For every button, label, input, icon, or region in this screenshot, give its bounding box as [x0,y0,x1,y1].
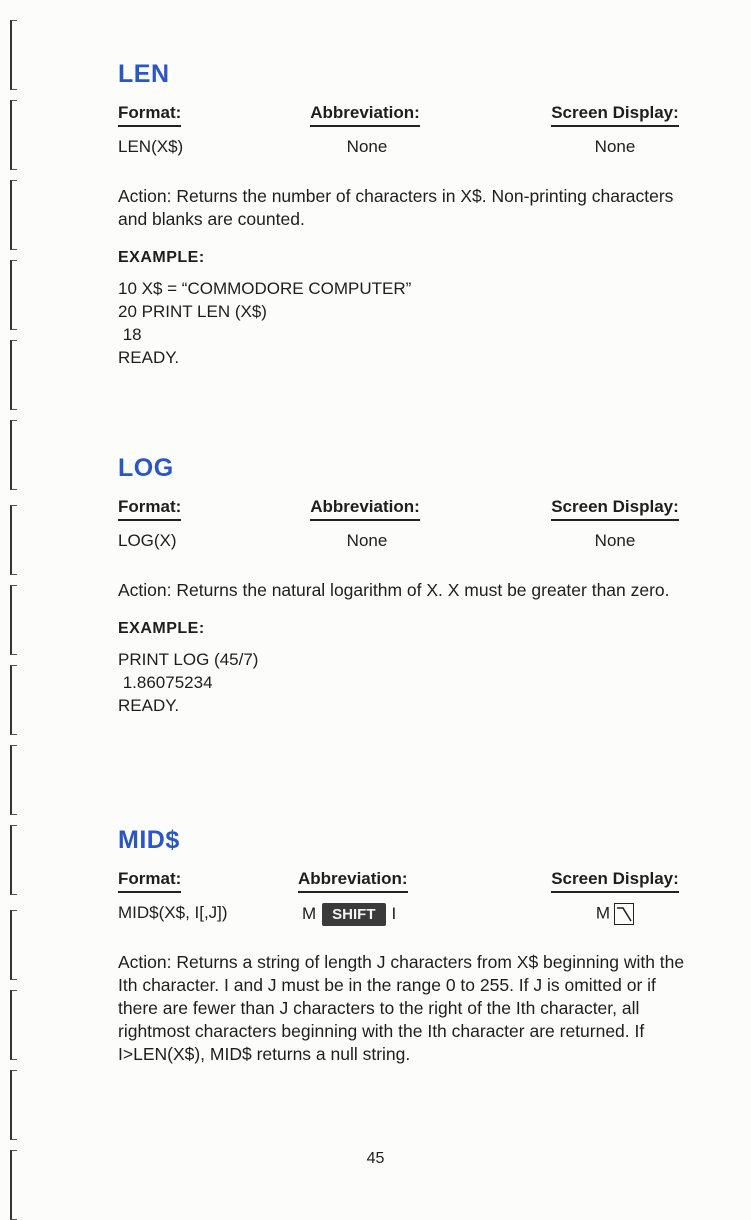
margin-bracket [10,100,17,170]
entry-len [118,60,693,369]
screen-display-column [537,103,693,157]
screen-display-column [537,869,693,925]
code-line: READY. [118,696,180,715]
screen-display-heading: Screen Display: [551,497,679,521]
code-line: PRINT LOG (45/7) [118,650,259,669]
margin-bracket [10,180,17,250]
abbreviation-suffix: I [391,903,397,923]
format-column [118,103,183,157]
code-line: 18 [118,325,142,344]
format-value: LOG(X) [118,531,177,550]
code-line: READY. [118,348,180,367]
margin-bracket [10,665,17,735]
format-heading: Format: [118,869,181,893]
entry-title: MID$ [118,826,180,854]
example-heading: EXAMPLE: [118,620,205,637]
margin-bracket [10,420,17,490]
margin-bracket [10,825,17,895]
action-text: Action: Returns a string of length J characters from X$ beginning with the Ith character. I and J must be in the range 0 to 255. If J is omitted or if there are fewer than J characters to the right of the Ith character, all rightmost characters beginning with the Ith character are returned. If I>LEN(X$), MID$ returns a null string. [118,952,685,1064]
format-column [118,497,181,551]
margin-bracket [10,745,17,815]
screen-display-value: None [594,137,636,156]
screen-display-value [537,903,693,925]
entry-log [118,454,693,717]
screen-display-value: None [594,531,636,550]
entry-title: LOG [118,454,174,482]
abbreviation-column [298,869,432,926]
abbreviation-value: None [346,137,388,156]
margin-bracket [10,910,17,980]
code-line: 20 PRINT LEN (X$) [118,302,267,321]
margin-bracket [10,585,17,655]
margin-bracket [10,340,17,410]
format-heading: Format: [118,497,181,521]
entry-columns [118,497,693,557]
shift-key-icon: SHIFT [322,903,385,926]
margin-bracket [10,990,17,1060]
graphic-character-icon [614,903,634,925]
abbreviation-column [302,497,432,551]
action-text: Action: Returns the number of characters in X$. Non-printing characters and blanks are counted. [118,186,674,229]
code-line: 1.86075234 [118,673,213,692]
page-number: 45 [366,1150,385,1167]
abbreviation-prefix: M [302,903,317,923]
abbreviation-column [302,103,432,157]
screen-display-prefix: M [595,903,611,923]
margin-bracket [10,260,17,330]
example-code [118,277,693,369]
example-heading: EXAMPLE: [118,249,205,266]
abbreviation-value: None [346,531,388,550]
action-text: Action: Returns the natural logarithm of X. X must be greater than zero. [118,580,670,600]
entry-mid [118,826,693,1084]
margin-bracket [10,505,17,575]
entry-title: LEN [118,60,170,88]
format-heading: Format: [118,103,181,127]
screen-display-heading: Screen Display: [551,869,679,893]
screen-display-heading: Screen Display: [551,103,679,127]
entry-columns [118,103,693,163]
format-value: LEN(X$) [118,137,184,156]
code-line: 10 X$ = “COMMODORE COMPUTER” [118,279,412,298]
entry-columns [118,869,693,929]
screen-display-column [537,497,693,551]
format-value: MID$(X$, I[,J]) [118,903,228,922]
example-code [118,648,693,717]
margin-bracket [10,20,17,90]
margin-bracket [10,1070,17,1140]
abbreviation-heading: Abbreviation: [310,103,420,127]
abbreviation-heading: Abbreviation: [298,869,408,893]
format-column [118,869,228,923]
abbreviation-heading: Abbreviation: [310,497,420,521]
abbreviation-value [302,903,432,926]
